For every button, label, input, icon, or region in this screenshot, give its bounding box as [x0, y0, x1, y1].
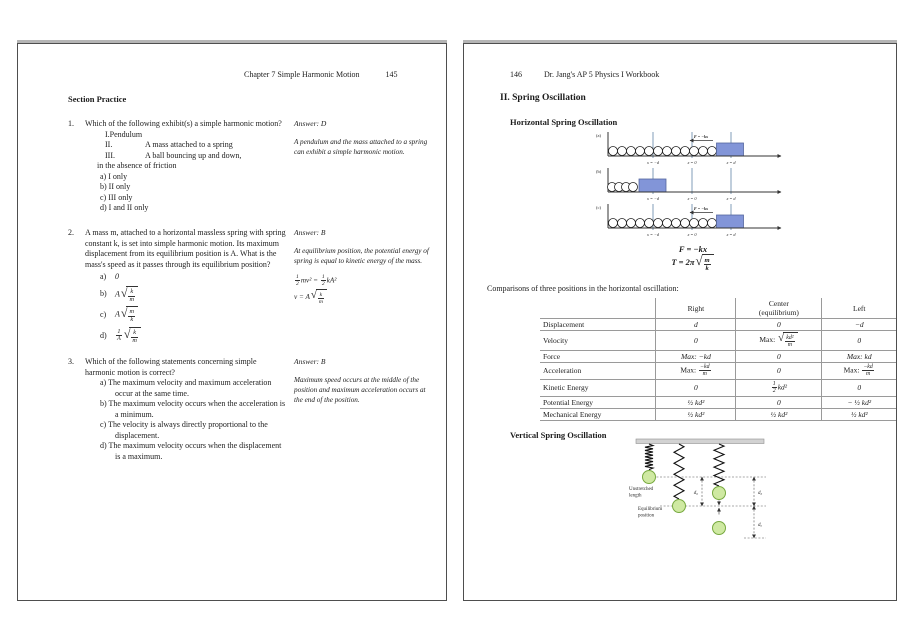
answer-label: Answer: B	[294, 357, 326, 366]
choice-d: d) $\frac{1}{A}$ √ $\frac{k}{m}$	[100, 327, 288, 345]
comparison-table	[540, 298, 896, 421]
workbook-page-145	[17, 43, 447, 601]
diagram-row-b	[596, 168, 781, 201]
svg-text:(b): (b)	[596, 169, 602, 174]
page-header	[510, 70, 659, 79]
workbook-page-146	[463, 43, 897, 601]
spring-oscillating	[714, 444, 724, 486]
hooke-law-formula: F = −kx	[678, 244, 708, 254]
table-row: Acceleration Max: $\frac{-kd}{m}$ 0 Max: $\frac{-kd}{m}$	[540, 362, 896, 379]
roman-item: II. A mass attached to a spring	[105, 140, 233, 150]
answer-column	[294, 228, 430, 348]
question-2	[68, 228, 434, 348]
choice-d: d) The maximum velocity occurs when the displacement is a maximum.	[100, 441, 282, 461]
spring-equilibrium	[674, 444, 684, 499]
diagram-row-c	[596, 204, 781, 237]
question-text: Which of the following exhibit(s) a simple harmonic motion?	[85, 119, 282, 128]
answer-label: Answer: D	[294, 119, 327, 128]
ball-below-equilibrium	[713, 522, 726, 535]
question-3-body	[68, 357, 288, 462]
table-row: Kinetic Energy 0 $\frac{1}{2}$ kd² 0	[540, 379, 896, 396]
ball-unstretched	[643, 471, 656, 484]
answer-explanation: At equilibrium position, the potential energy of spring is equal to kinetic energy of the mass.	[294, 247, 429, 265]
col-header-right: Right	[656, 298, 736, 319]
table-row: Force Max: −kd 0 Max: kd	[540, 350, 896, 362]
roman-item: III. A ball bouncing up and down,	[105, 150, 242, 160]
choice-b: b) The maximum velocity occurs when the acceleration is a minimum.	[100, 399, 286, 419]
d0-label-left: d₀	[693, 491, 698, 496]
comparison-caption: Comparisons of three positions in the horizontal oscillation:	[487, 284, 679, 293]
roman-item: I.Pendulum	[105, 129, 143, 139]
table-row: Potential Energy ½ kd² 0 − ½ kd²	[540, 396, 896, 408]
diagram-row-a	[596, 132, 781, 165]
table-header-row	[540, 298, 896, 319]
answer-math	[294, 274, 430, 306]
svg-text:x = d: x = d	[726, 160, 736, 165]
answer-explanation: Maximum speed occurs at the middle of the position and maximum acceleration occurs at the end of the position.	[294, 376, 426, 404]
fraction: $\frac{1}{A}$	[117, 327, 121, 343]
spring-unstretched	[645, 444, 653, 470]
equation-1: $\frac{1}{2}$ mv² = $\frac{1}{2}$ kA²	[296, 273, 337, 287]
force-label: F = −kx	[693, 206, 709, 211]
page-number: 146	[510, 70, 522, 79]
choice-list	[68, 272, 288, 345]
horizontal-spring-diagram	[595, 130, 791, 242]
page-number: 145	[385, 70, 398, 79]
answer-column	[294, 357, 430, 462]
subsection-vertical: Vertical Spring Oscillation	[510, 430, 607, 440]
subsection-horizontal: Horizontal Spring Oscillation	[510, 117, 618, 127]
col-header-center: Center (equilibrium)	[736, 298, 822, 319]
choice-list	[68, 172, 288, 214]
col-header-left: Left	[822, 298, 896, 319]
da-label-right: dₐ	[758, 523, 762, 528]
table-row: Mechanical Energy ½ kd² ½ kd² ½ kd²	[540, 408, 896, 420]
force-label: F = −kx	[693, 134, 709, 139]
period-formula: T = 2π √ $\frac{m}{k}$	[595, 254, 791, 273]
question-text: A mass m, attached to a horizontal massless spring with spring constant k, is set into simple harmonic motion. Its maximum displacement from its equilibrium position is A. What is the mass's speed as it passes through its equilibrium position?	[85, 228, 286, 269]
question-1-body	[68, 119, 288, 214]
section-title: II. Spring Oscillation	[500, 93, 586, 103]
spring-coil	[609, 219, 717, 228]
answer-explanation: A pendulum and the mass attached to a spring can exhibit a simple harmonic motion.	[294, 138, 428, 156]
svg-text:x = 0: x = 0	[687, 196, 697, 201]
svg-text:(a): (a)	[596, 133, 601, 138]
svg-text:x = d: x = d	[726, 232, 736, 237]
choice-c: c) The velocity is always directly proportional to the displacement.	[100, 420, 268, 440]
choice-a: a) The maximum velocity and maximum acceleration occur at the same time.	[100, 378, 272, 398]
svg-text:(c): (c)	[596, 205, 601, 210]
svg-text:x = −d: x = −d	[646, 232, 660, 237]
choice-b: b) II only	[100, 182, 131, 192]
question-text: Which of the following statements concerning simple harmonic motion is correct?	[85, 357, 257, 377]
running-head: Chapter 7 Simple Harmonic Motion	[244, 70, 360, 79]
page-header	[244, 70, 398, 79]
table-row: Velocity 0 Max: √ $\frac{\text{kd²}}{m}$ 0	[540, 331, 896, 351]
choice-a: a) I only	[100, 171, 128, 181]
spring-coil	[608, 183, 638, 192]
choice-b: b) A √ $\frac{k}{m}$	[100, 286, 288, 304]
roman-list	[68, 130, 288, 172]
mass-block	[639, 179, 666, 192]
svg-text:position: position	[638, 513, 655, 519]
sqrt-expression: √ $\frac{k}{m}$	[124, 327, 141, 345]
table-row: Displacement d 0 −d	[540, 319, 896, 331]
question-3	[68, 357, 434, 462]
choice-list	[68, 378, 288, 462]
answer-label: Answer: B	[294, 228, 326, 237]
vertical-spring-diagram	[626, 438, 776, 566]
svg-text:length: length	[629, 493, 642, 499]
sqrt-expression: √ $\frac{m}{k}$	[121, 306, 138, 324]
svg-text:x = 0: x = 0	[687, 160, 697, 165]
section-title: Section Practice	[68, 94, 127, 104]
mass-block	[717, 215, 744, 228]
question-2-body	[68, 228, 288, 348]
choice-a: a) 0	[100, 272, 119, 282]
answer-column	[294, 119, 430, 214]
question-1	[68, 119, 434, 214]
mass-block	[717, 143, 744, 156]
equation-2: v = A √ $\frac{k}{m}$	[294, 289, 430, 305]
d0-label-right: d₀	[758, 491, 763, 496]
svg-text:x = 0: x = 0	[687, 232, 697, 237]
question-number: 3.	[68, 357, 74, 366]
choice-d: d) I and II only	[100, 203, 149, 213]
svg-text:x = d: x = d	[726, 196, 736, 201]
choice-c: c) A √ $\frac{m}{k}$	[100, 306, 288, 324]
running-head: Dr. Jang's AP 5 Physics I Workbook	[544, 70, 660, 79]
svg-text:x = −d: x = −d	[646, 160, 660, 165]
spring-coil	[609, 147, 717, 156]
sqrt-expression: √ $\frac{k}{m}$	[121, 286, 138, 304]
ceiling-bar	[636, 439, 764, 444]
ball-equilibrium	[673, 500, 686, 513]
svg-text:x = −d: x = −d	[646, 196, 660, 201]
choice-c: c) III only	[100, 192, 133, 202]
question-number: 1.	[68, 119, 74, 128]
question-number: 2.	[68, 228, 74, 237]
equilibrium-label: Equilibrium	[638, 507, 663, 512]
roman-item-cont: in the absence of friction	[97, 161, 177, 171]
ball-above-equilibrium	[713, 487, 726, 500]
unstretched-label: Unstretched	[629, 487, 654, 492]
